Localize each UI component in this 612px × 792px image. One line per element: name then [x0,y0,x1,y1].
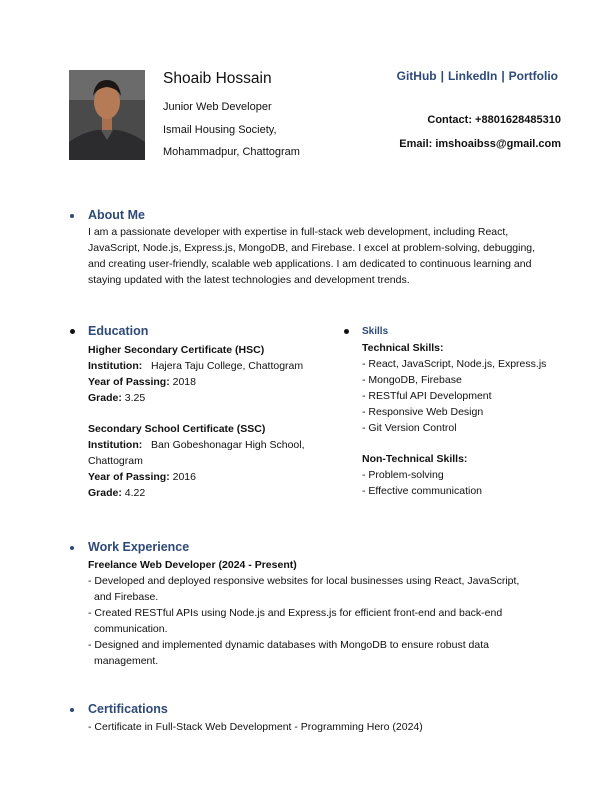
work-line: - Created RESTful APIs using Node.js and Express.js for efficient front-end and back-end [88,607,503,619]
certification-item: - Certificate in Full-Stack Web Development - Programming Hero (2024) [88,721,423,733]
skill-item: - MongoDB, Firebase [362,374,462,386]
hsc-year: 2018 [172,376,196,388]
contact-email: Email: imshoaibss@gmail.com [399,138,561,150]
work-line: and Firebase. [94,591,159,603]
education-heading: Education [88,324,149,338]
section-bullet [70,708,74,712]
skill-item: - React, JavaScript, Node.js, Express.js [362,358,547,370]
section-bullet [70,546,74,550]
profile-links [397,69,558,83]
about-heading: About Me [88,208,145,222]
about-text [88,224,578,288]
work-line: - Developed and deployed responsive websites for local businesses using React, JavaScript, [88,575,520,587]
skill-item: - RESTful API Development [362,390,492,402]
candidate-name: Shoaib Hossain [163,70,272,87]
portfolio-link[interactable]: Portfolio [508,69,558,83]
work-line: management. [94,655,159,667]
hsc-grade: 3.25 [124,392,146,404]
about-line: I am a passionate developer with expertise in full-stack web development, including React, [88,226,509,238]
job-title: Junior Web Developer [163,101,272,113]
education-block [88,342,328,501]
skill-item: - Problem-solving [362,469,444,481]
address-line-1: Ismail Housing Society, [163,124,277,136]
ssc-grade: 4.22 [124,487,146,499]
work-heading: Work Experience [88,540,190,554]
year-label: Year of Passing: [88,376,170,388]
ssc-institution-line-2: Chattogram [88,455,143,467]
github-link[interactable]: GitHub [396,69,437,83]
about-line: and creating user-friendly, scalable web applications. I am dedicated to continuous learning and [88,258,532,270]
skills-heading: Skills [362,326,389,337]
ssc-institution-line-1: Ban Gobeshonagar High School, [151,439,305,451]
skill-item: - Effective communication [362,485,483,497]
work-line: communication. [94,623,168,635]
year-label: Year of Passing: [88,471,170,483]
ssc-title: Secondary School Certificate (SSC) [88,423,266,435]
about-line: JavaScript, Node.js, Express.js, MongoDB, and Firebase. I excel at problem-solving, debugging, [88,242,536,254]
link-separator: | [501,69,505,83]
skills-block [362,340,582,499]
work-line: - Designed and implemented dynamic databases with MongoDB to ensure robust data [88,639,489,651]
profile-photo [69,70,145,160]
hsc-title: Higher Secondary Certificate (HSC) [88,344,265,356]
work-role: Freelance Web Developer (2024 - Present) [88,559,297,571]
section-bullet [70,329,75,334]
certifications-heading: Certifications [88,702,168,716]
grade-label: Grade: [88,392,122,404]
about-line: staying updated with the latest technologies and development trends. [88,274,410,286]
grade-label: Grade: [88,487,122,499]
institution-label: Institution: [88,360,143,372]
contact-phone: Contact: +8801628485310 [427,114,561,126]
linkedin-link[interactable]: LinkedIn [447,69,498,83]
section-bullet [70,214,74,218]
non-technical-skills-heading: Non-Technical Skills: [362,453,468,465]
section-bullet [344,329,349,334]
ssc-year: 2016 [172,471,196,483]
profile-photo-graphic [69,70,145,160]
skill-item: - Git Version Control [362,422,457,434]
technical-skills-heading: Technical Skills: [362,342,444,354]
institution-label: Institution: [88,439,143,451]
link-separator: | [440,69,444,83]
skill-item: - Responsive Web Design [362,406,484,418]
work-block [88,557,578,669]
certifications-block [88,719,578,735]
address-line-2: Mohammadpur, Chattogram [163,146,300,158]
hsc-institution: Hajera Taju College, Chattogram [151,360,304,372]
